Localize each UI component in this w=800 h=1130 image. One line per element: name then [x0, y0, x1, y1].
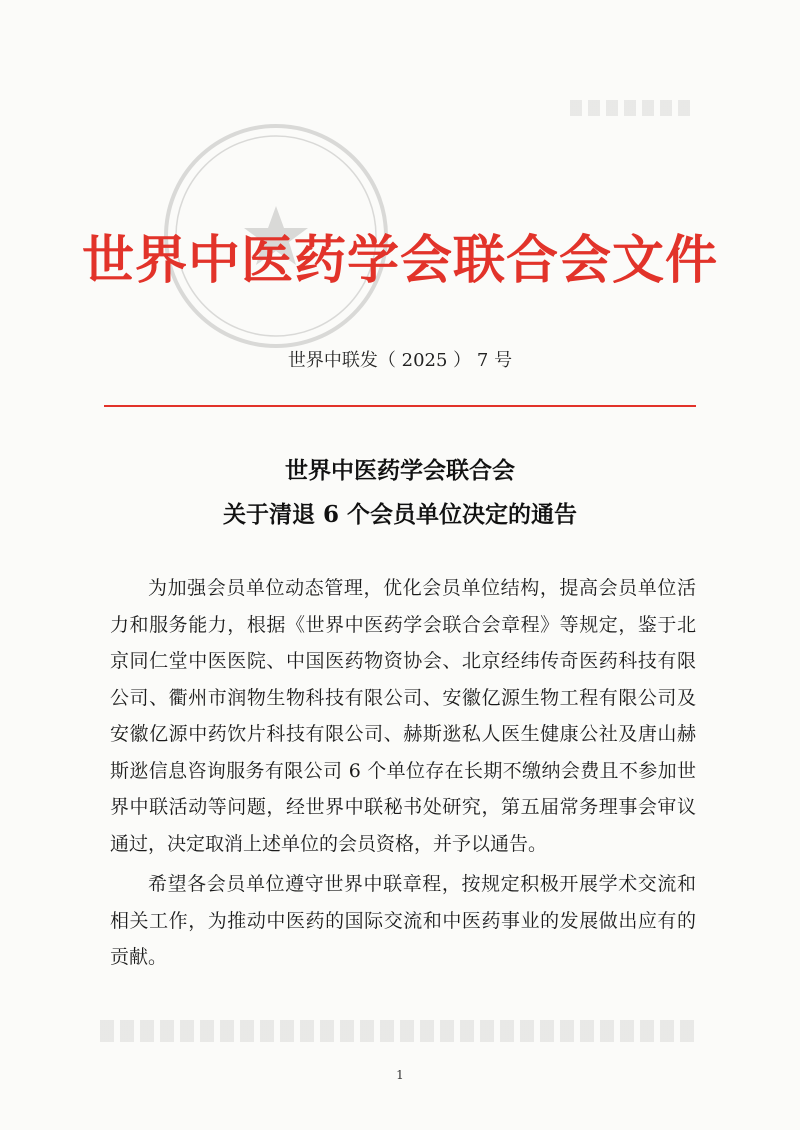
page-number: 1 — [396, 1068, 404, 1082]
body-paragraph-2: 希望各会员单位遵守世界中联章程，按规定积极开展学术交流和相关工作，为推动中医药的国际交流和中医药事业的发展做出应有的贡献。 — [110, 873, 696, 968]
bleed-through-marks — [100, 1020, 700, 1042]
notice-title — [0, 449, 800, 537]
notice-title-line-2: 关于清退 6 个会员单位决定的通告 — [222, 501, 578, 528]
body-paragraph-1: 为加强会员单位动态管理，优化会员单位结构，提高会员单位活力和服务能力，根据《世界中医药学会联合会章程》等规定，鉴于北京同仁堂中医医院、中国医药物资协会、北京经纬传奇医药科技有限公司、衢州市润物生物科技有限公司、安徽亿源生物工程有限公司及安徽亿源中药饮片科技有限公司、赫斯逖私人医生健康公社及唐山赫斯逖信息咨询服务有限公司 6 个单位存在长期不缴纳会费且不参加世界中联活动等问题，经世界中联秘书处研究，第五届常务理事会审议通过，决定取消上述单位的会员资格，并予以通告。 — [110, 577, 696, 855]
document-number: 世界中联发（ 2025 ） 7 号 — [287, 350, 513, 371]
bleed-through-marks — [570, 100, 690, 116]
notice-body — [110, 570, 696, 976]
org-document-title: 世界中医药学会联合会文件 — [81, 230, 718, 291]
notice-title-line-1: 世界中医药学会联合会 — [285, 457, 515, 484]
red-divider-line — [104, 405, 696, 407]
